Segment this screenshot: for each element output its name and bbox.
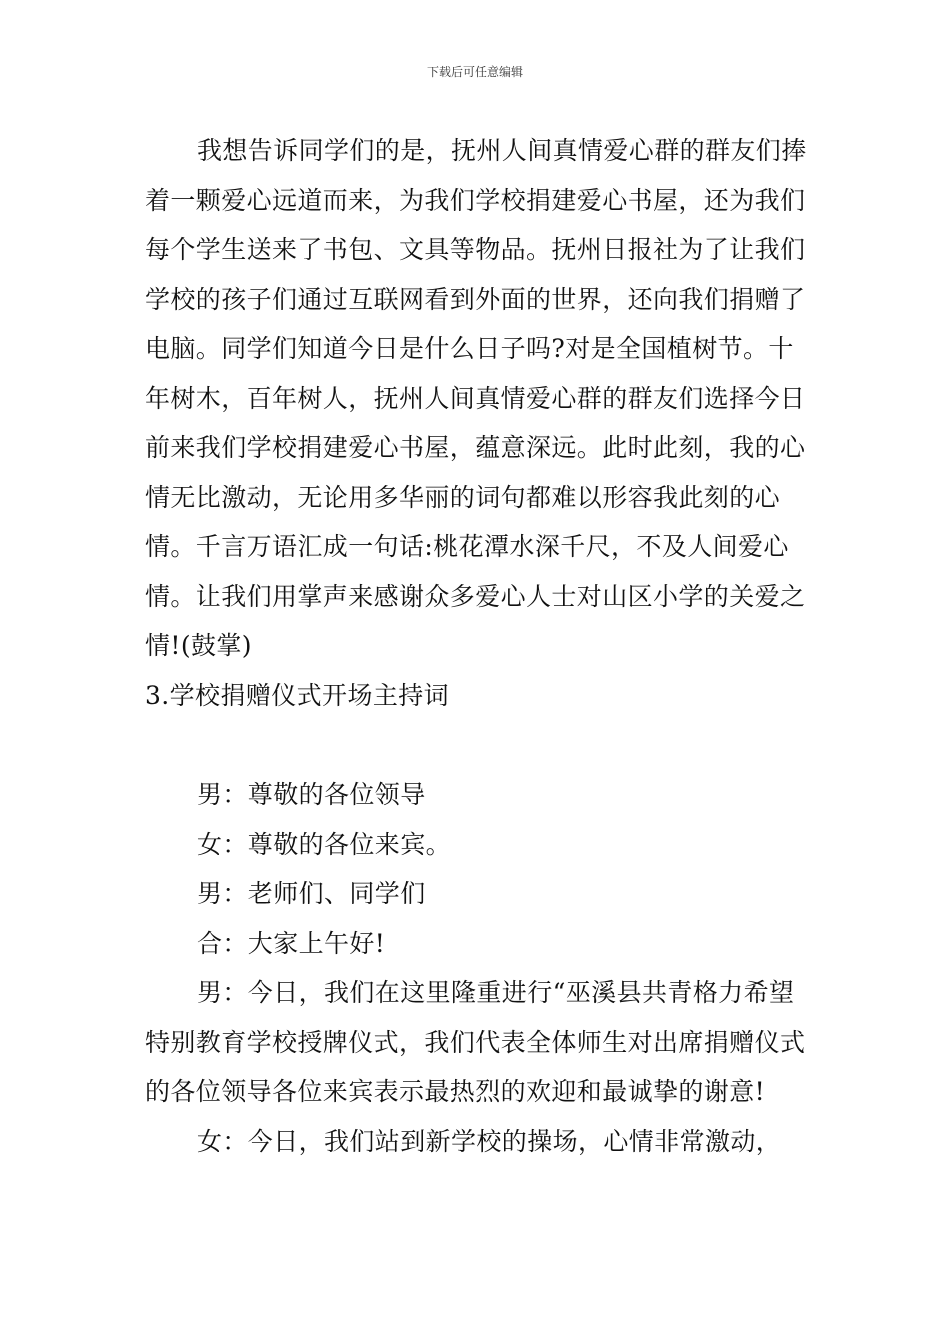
blank-line bbox=[145, 720, 815, 770]
dialogue-paragraph: 男：今日，我们在这里隆重进行“巫溪县共青格力希望特别教育学校授牌仪式，我们代表全体师生对出席捐赠仪式的各位领导各位来宾表示最热烈的欢迎和最诚挚的谢意! bbox=[145, 978, 806, 1106]
dialogue-line: 女：尊敬的各位来宾。 bbox=[197, 829, 452, 859]
section-heading: 3.学校捐赠仪式开场主持词 bbox=[145, 680, 450, 710]
dialogue-paragraph: 女：今日，我们站到新学校的操场，心情非常激动， bbox=[197, 1126, 782, 1156]
dialogue-line: 男：尊敬的各位领导 bbox=[197, 780, 426, 809]
page-header: 下载后可任意编辑 bbox=[426, 65, 523, 79]
dialogue-line: 合：大家上午好! bbox=[197, 928, 386, 958]
dialogue-line: 男：老师们、同学们 bbox=[197, 879, 426, 908]
intro-paragraph: 我想告诉同学们的是，抚州人间真情爱心群的群友们捧着一颗爱心远道而来，为我们学校捐建爱心书屋，还为我们每个学生送来了书包、文具等物品。抚州日报社为了让我们学校的孩子们通过互联网看到外面的世界，还向我们捐赠了电脑。同学们知道今日是什么日子吗?对是全国植树节。十年树木，百年树人，抚州人间真情爱心群的群友们选择今日前来我们学校捐建爱心书屋，蕴意深远。此时此刻，我的心情无比激动，无论用多华丽的词句都难以形容我此刻的心情。千言万语汇成一句话:桃花潭水深千尺，不及人间爱心情。让我们用掌声来感谢众多爱心人士对山区小学的关爱之情!(鼓掌) bbox=[145, 136, 807, 660]
document-body bbox=[145, 126, 815, 1166]
